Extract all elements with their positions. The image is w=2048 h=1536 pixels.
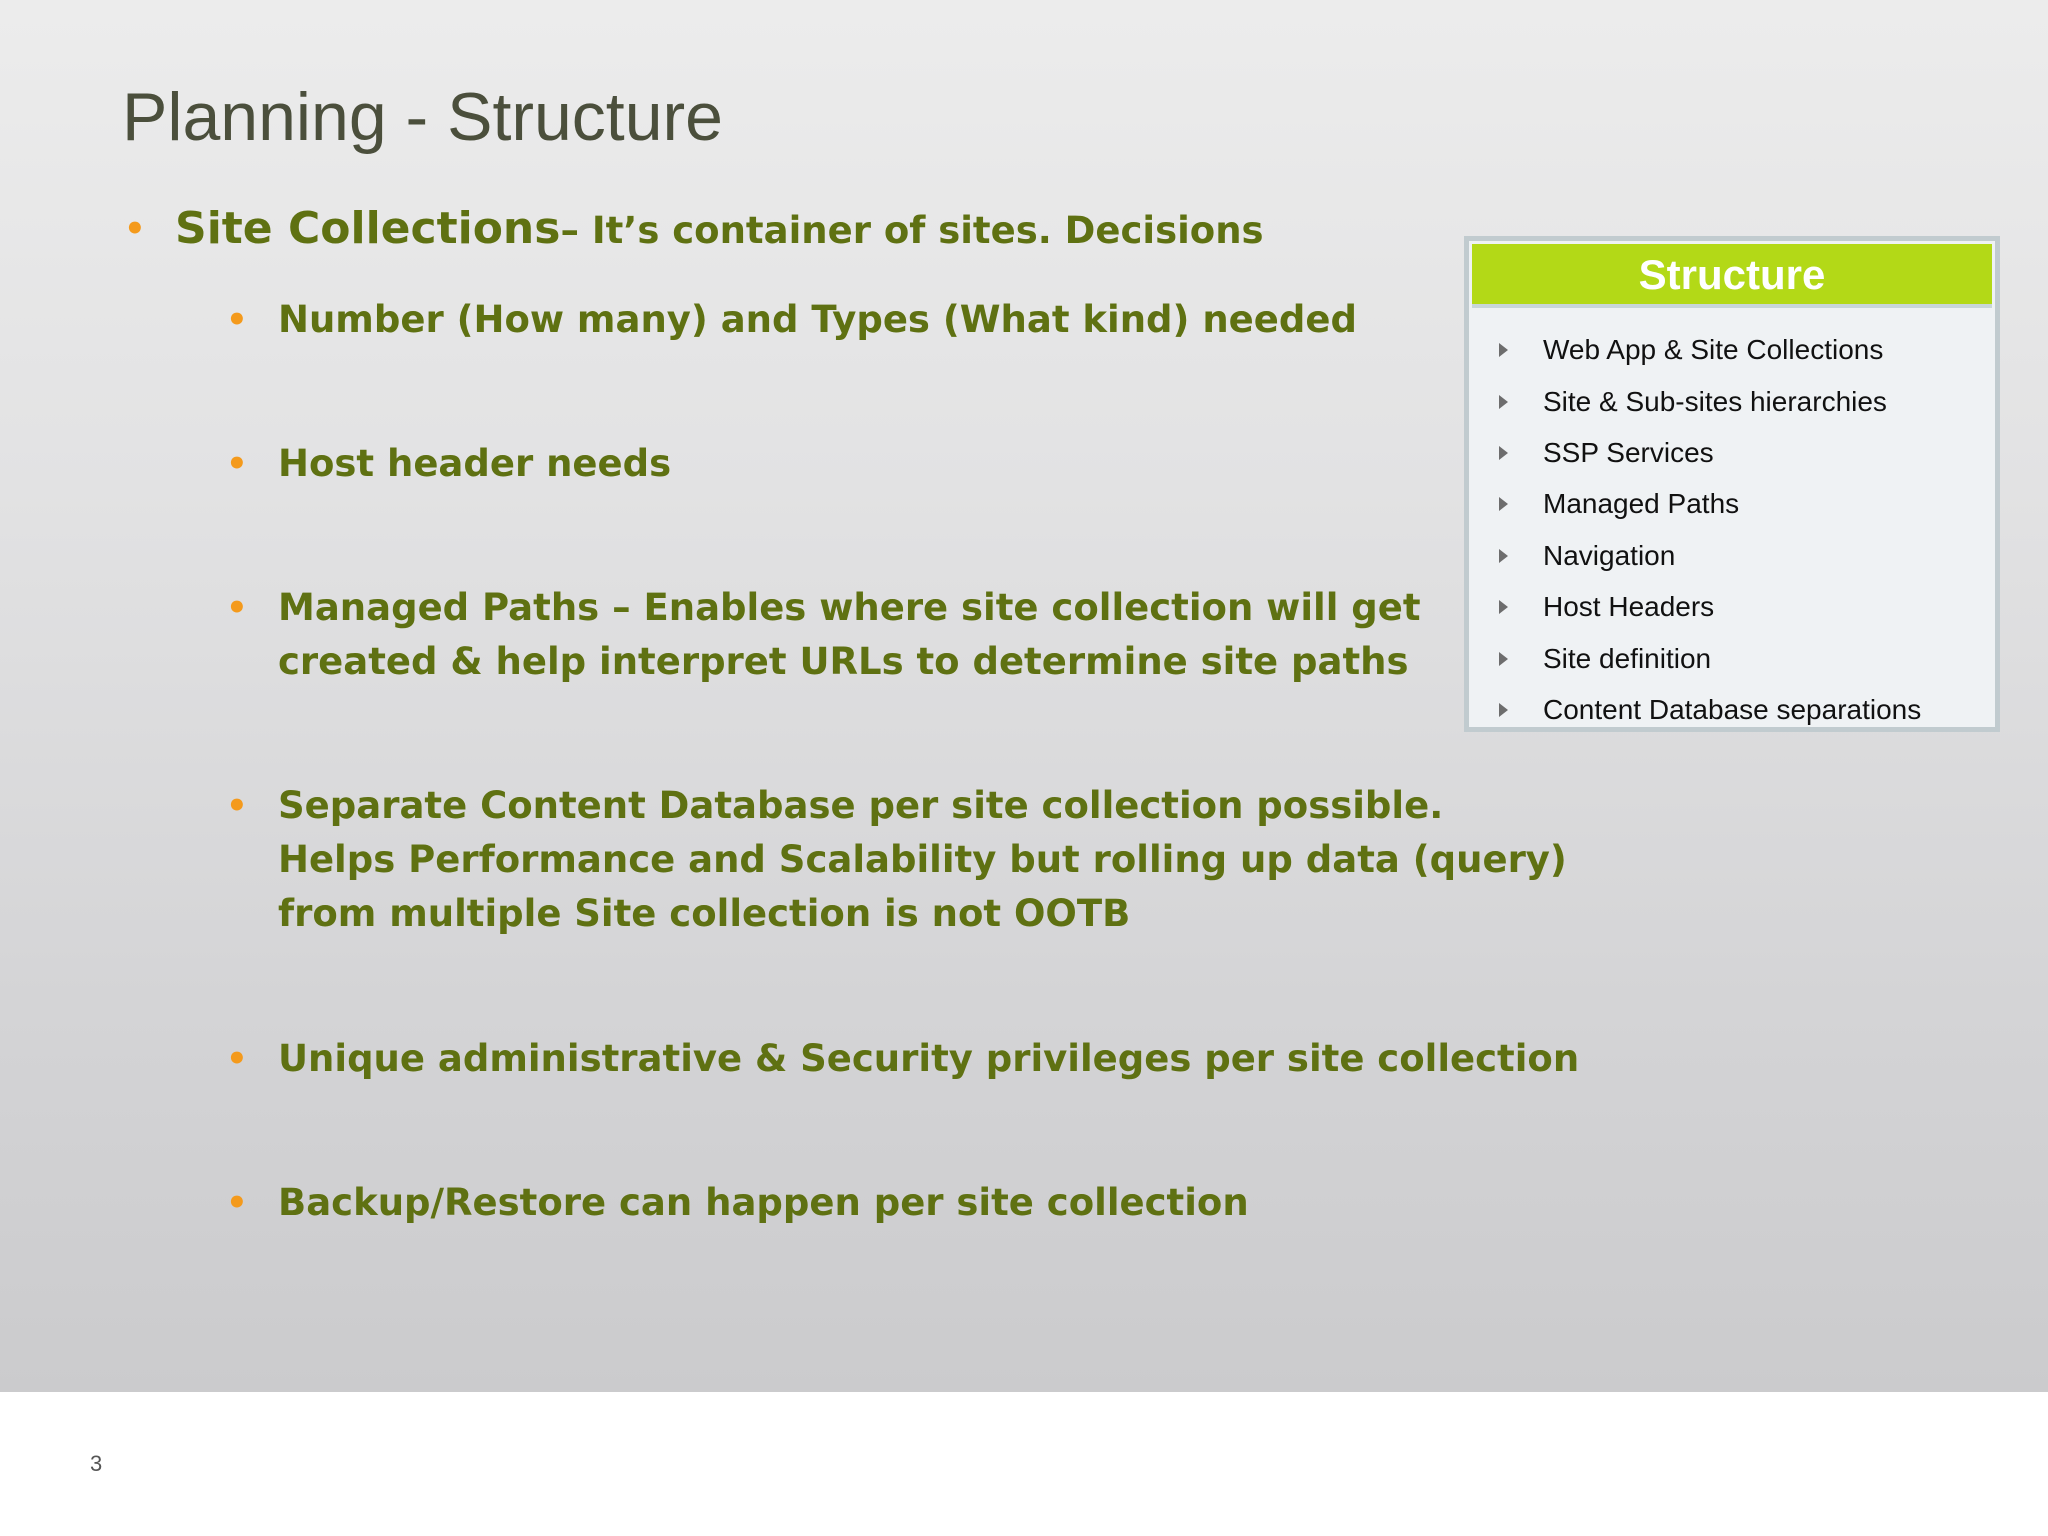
page-number: 3 — [90, 1451, 103, 1476]
bullet-line: Number (How many) and Types (What kind) needed — [278, 298, 1357, 341]
triangle-right-icon — [1499, 446, 1508, 460]
bullet-line: Host header needs — [278, 442, 672, 485]
bullet-main-text: Site Collections — [175, 203, 561, 254]
bullet-line: Helps Performance and Scalability but rolling up data (query) — [278, 838, 1567, 881]
bullet-dot: • — [226, 300, 248, 340]
bullet-rest-text: – It’s container of sites. Decisions — [560, 209, 1264, 252]
bullet-line: Managed Paths – Enables where site collection will get — [278, 586, 1421, 629]
bullet-dot: • — [226, 588, 248, 628]
bullet-line: from multiple Site collection is not OOTB — [278, 892, 1131, 935]
bullet-dot: • — [124, 209, 146, 249]
triangle-right-icon — [1499, 703, 1508, 717]
bullet-line: created & help interpret URLs to determine site paths — [278, 640, 1409, 683]
triangle-right-icon — [1499, 652, 1508, 666]
bullet-dot: • — [226, 1039, 248, 1079]
bullet-line: Backup/Restore can happen per site collection — [278, 1181, 1249, 1224]
slide-title: Planning - Structure — [122, 79, 723, 155]
triangle-right-icon — [1499, 395, 1508, 409]
bullet-line: Unique administrative & Security privileges per site collection — [278, 1037, 1580, 1080]
structure-box: Structure Web App & Site Collections Site & Sub-sites hierarchies SSP Services Managed Paths Navigation Host Headers Site definition Content Database separations — [1464, 236, 2000, 732]
bullet-dot: • — [226, 786, 248, 826]
triangle-right-icon — [1499, 497, 1508, 511]
bullet-dot: • — [226, 444, 248, 484]
bullet-line: Separate Content Database per site collection possible. — [278, 784, 1444, 827]
triangle-right-icon — [1499, 549, 1508, 563]
bullet-dot: • — [226, 1183, 248, 1223]
structure-header: Structure — [1472, 244, 1992, 308]
triangle-right-icon — [1499, 343, 1508, 357]
triangle-right-icon — [1499, 600, 1508, 614]
